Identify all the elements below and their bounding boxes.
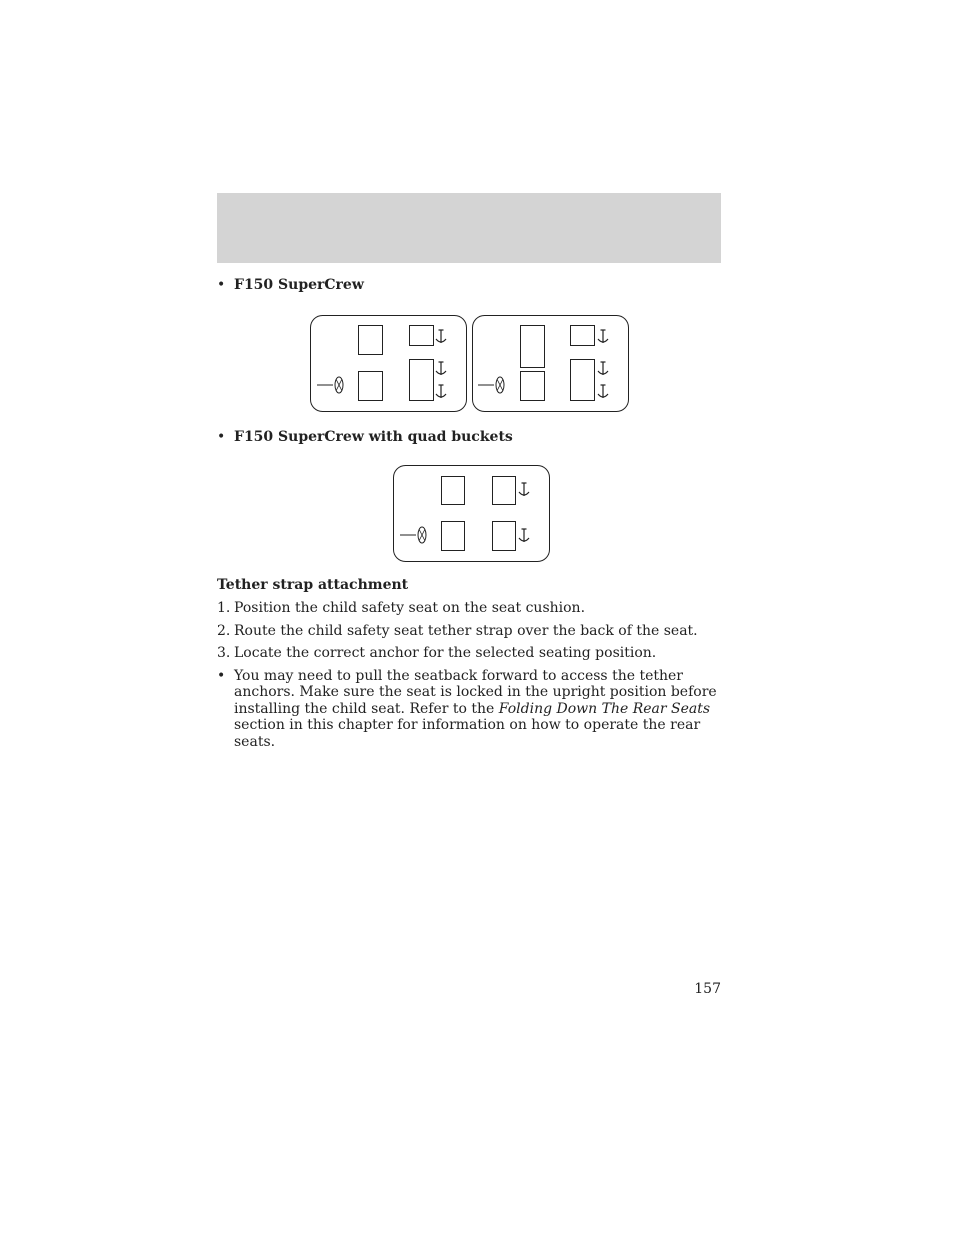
bullet: • [217,429,226,445]
cab-layout-b [473,316,629,412]
note-text [234,668,721,751]
bullet: • [217,277,226,293]
section-label: F150 SuperCrew [234,277,364,293]
step-number: 2. [217,622,231,639]
list-item [217,645,721,662]
list-item [217,600,721,617]
rear-seat [493,477,516,505]
cross-reference: Folding Down The Rear Seats [498,700,711,717]
front-seat [442,522,465,551]
note-text-end: section in this chapter for information on how to operate the rear seats. [234,717,701,750]
rear-seat [493,522,516,551]
section-heading-quad-buckets [217,429,513,445]
step-text: Locate the correct anchor for the selected seating position. [234,645,657,661]
header-band [217,193,721,263]
tether-heading: Tether strap attachment [217,577,409,593]
note-item [217,668,721,751]
step-text: Position the child safety seat on the seat cushion. [234,600,586,616]
list-item [217,623,721,640]
front-seat [442,477,465,505]
quad-bucket-seating-diagram [391,463,553,565]
section-heading-supercrew [217,277,364,293]
page-number: 157 [694,981,721,997]
front-seat [359,326,383,355]
rear-seat [410,360,434,401]
step-number: 1. [217,600,231,616]
rear-seat [571,326,595,346]
step-text: Route the child safety seat tether strap over the back of the seat. [234,622,698,639]
front-seat [521,372,545,401]
rear-seat [571,360,595,401]
supercrew-seating-diagram [308,313,632,415]
step-number: 3. [217,645,231,661]
note-text-start: You may need to pull the seatback forward to access the tether anchors. Make sure the seat is locked in the upright position before installing the child seat. Refer to the [234,667,717,717]
rear-seat [410,326,434,346]
front-seat [521,326,545,368]
section-label: F150 SuperCrew with quad buckets [234,429,513,445]
cab-layout-a [311,316,467,412]
bullet: • [217,667,226,684]
front-seat [359,372,383,401]
tether-steps [217,600,721,750]
